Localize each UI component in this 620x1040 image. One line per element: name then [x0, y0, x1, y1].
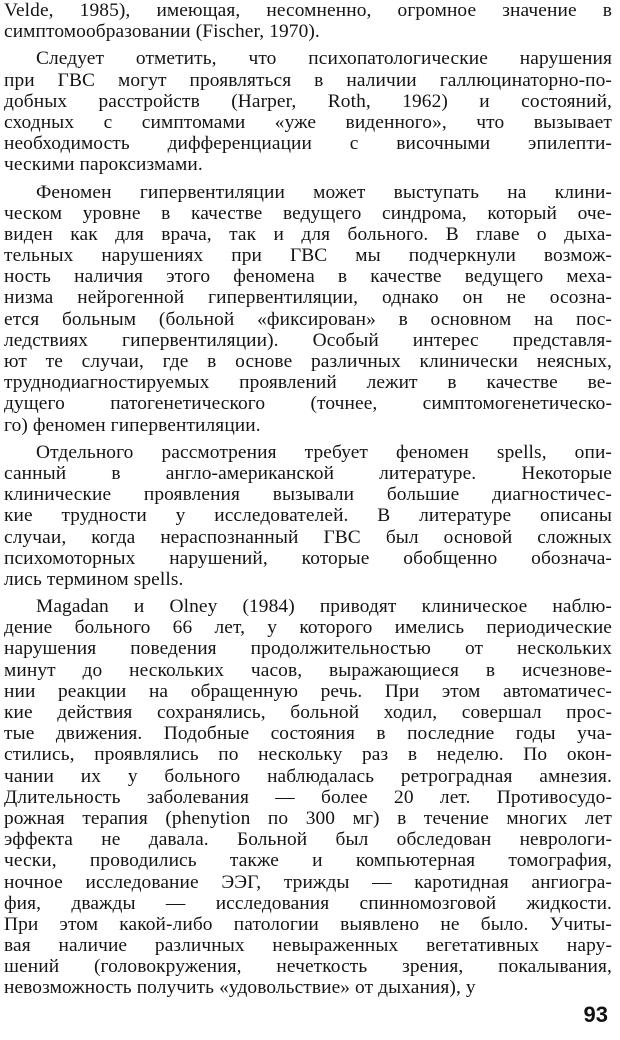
text-line: ледствиях гипервентиляции). Особый интерес представля-: [4, 329, 612, 351]
text-line: кие действия сохранялись, больной ходил, совершал прос-: [4, 702, 612, 723]
text-line: стились, проявлялись по нескольку раз в неделю. По окон-: [4, 744, 612, 766]
text-line: случаи, когда нераспознанный ГВС был основой сложных: [4, 526, 612, 548]
text-line: рожная терапия (phenytion по 300 мг) в течение многих лет: [4, 807, 612, 829]
text-line: симптомообразовании (Fischer, 1970).: [4, 21, 320, 43]
text-line: ночное исследование ЭЭГ, трижды — каротидная ангиогра-: [4, 871, 612, 893]
text-line: при ГВС могут проявляться в наличии галлюцинаторно-по-: [4, 69, 612, 91]
text-line: ческими пароксизмами.: [4, 154, 203, 176]
text-line: невозможность получить «удовольствие» от дыхания), у: [4, 977, 476, 999]
paragraph: [4, 442, 612, 590]
text-line: ют те случаи, где в основе различных клинически неясных,: [4, 351, 612, 372]
text-line: эффекта не давала. Больной был обследован неврологи-: [4, 829, 612, 851]
text-line: труднодиагностируемых проявлений лежит в качестве ве-: [4, 372, 612, 394]
text-line: фия, дважды — исследования спинномозговой жидкости.: [4, 892, 612, 914]
text-line: виден как для врача, так и для больного. В главе о дыха-: [4, 223, 612, 245]
text-line: вая наличие различных невыраженных вегетативных нару-: [4, 935, 612, 957]
text-line: Magadan и Olney (1984) приводят клиническое наблю-: [36, 596, 612, 618]
text-line: лись термином spells.: [4, 568, 184, 590]
text-line: чески, проводились также и компьютерная томография,: [4, 850, 612, 872]
text-line: минут до нескольких часов, выражающиеся в исчезнове-: [4, 659, 612, 681]
text-line: сходных с симптомами «уже виденного», что вызывает: [4, 111, 612, 133]
text-line: Следует отметить, что психопатологические нарушения: [36, 48, 612, 70]
paragraph: [4, 596, 612, 999]
text-line: Velde, 1985), имеющая, несомненно, огромное значение в: [4, 0, 612, 21]
text-line: шений (головокружения, нечеткость зрения, покалывания,: [4, 956, 612, 978]
text-line: нарушения поведения продолжительностью от нескольких: [4, 638, 612, 660]
page-number: 93: [583, 1002, 608, 1027]
text-line: психомоторных нарушений, которые обобщенно обознача-: [4, 547, 612, 569]
text-line: тые движения. Подобные состояния в последние годы уча-: [4, 723, 612, 745]
text-line: санный в англо-американской литературе. Некоторые: [4, 462, 612, 484]
text-line: чании их у больного наблюдалась ретроградная амнезия.: [4, 765, 612, 787]
text-line: добных расстройств (Harper, Roth, 1962) и состояний,: [4, 90, 612, 112]
text-line: ность наличия этого феномена в качестве ведущего меха-: [4, 266, 612, 288]
book-page: [4, 0, 612, 999]
text-line: ческом уровне в качестве ведущего синдрома, который оче-: [4, 202, 612, 224]
text-line: Длительность заболевания — более 20 лет. Противосудо-: [4, 786, 612, 808]
paragraph: [4, 182, 612, 436]
text-line: При этом какой-либо патологии выявлено не было. Учиты-: [4, 913, 612, 935]
text-line: дущего патогенетического (точнее, симптомогенетическо-: [4, 393, 612, 415]
text-line: кие трудности у исследователей. В литературе описаны: [4, 505, 612, 527]
text-line: нии реакции на обращенную речь. При этом автоматичес-: [4, 680, 612, 702]
paragraph: [4, 0, 612, 42]
paragraph: [4, 48, 612, 175]
text-line: го) феномен гипервентиляции.: [4, 414, 261, 436]
text-line: необходимость дифференциации с височными эпилепти-: [4, 133, 612, 155]
text-line: Феномен гипервентиляции может выступать на клини-: [36, 181, 612, 203]
text-line: ется больным (больной «фиксирован» в основном на пос-: [4, 308, 612, 330]
text-line: низма нейрогенной гипервентиляции, однако он не осозна-: [4, 287, 612, 309]
text-line: Отдельного рассмотрения требует феномен spells, опи-: [36, 441, 612, 463]
text-line: тельных нарушениях при ГВС мы подчеркнули возмож-: [4, 245, 612, 267]
text-line: дение больного 66 лет, у которого имелись периодические: [4, 617, 612, 639]
text-line: клинические проявления вызывали большие диагностичес-: [4, 484, 612, 506]
